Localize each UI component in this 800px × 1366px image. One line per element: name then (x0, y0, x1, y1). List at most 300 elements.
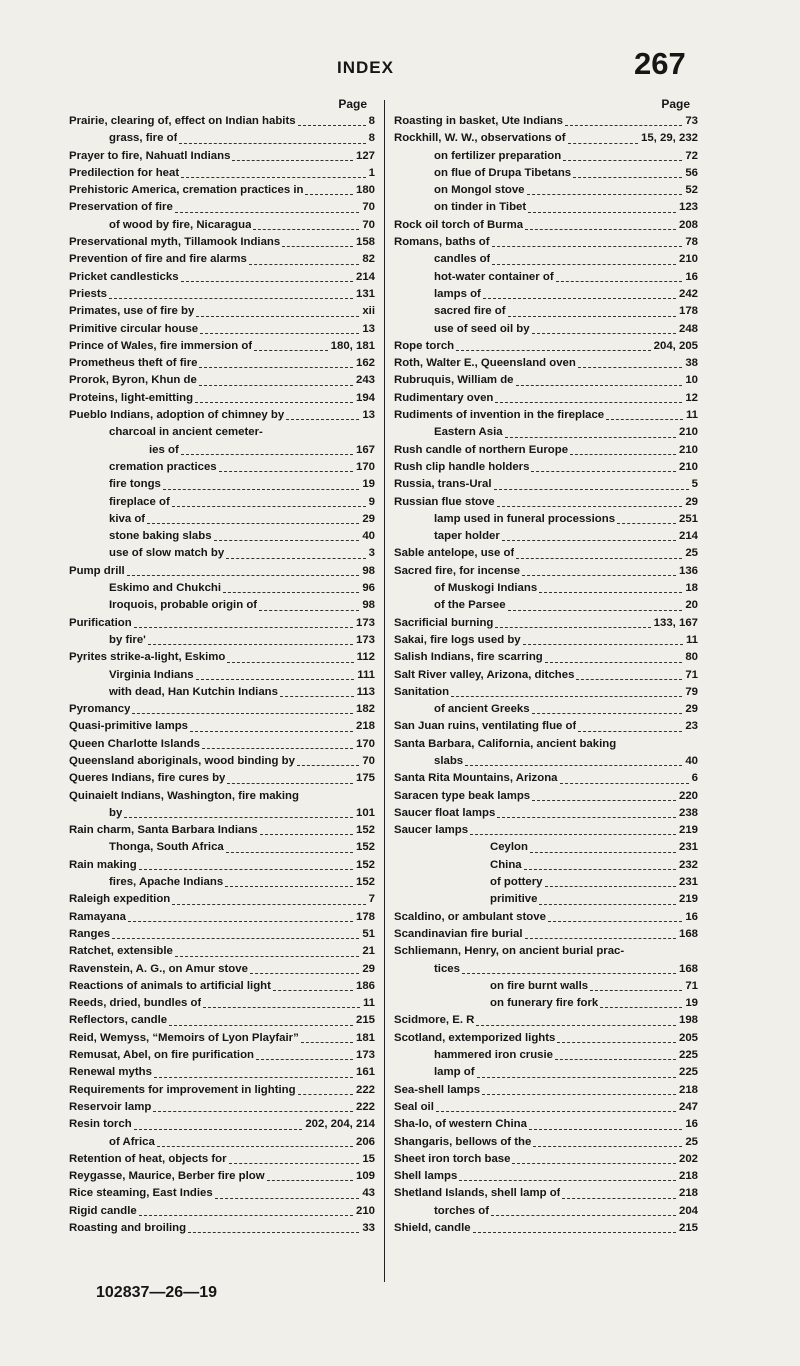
page-reference: 225 (678, 1049, 698, 1062)
index-term: Retention of heat, objects for (69, 1152, 227, 1165)
page-reference: 219 (678, 893, 698, 906)
index-term: on tinder in Tibet (434, 201, 527, 214)
dot-leader (124, 817, 353, 818)
index-entry (394, 303, 698, 320)
index-entry (394, 788, 698, 805)
page-reference: 214 (678, 530, 698, 543)
page-number: 267 (634, 46, 686, 81)
index-entry (394, 649, 698, 666)
page-column-label: Page (661, 97, 690, 111)
index-entry (394, 545, 698, 562)
page-reference: 101 (355, 806, 375, 819)
dot-leader (139, 1215, 353, 1216)
dot-leader (524, 869, 676, 870)
dot-leader (169, 1025, 353, 1026)
page-reference: 205 (678, 1031, 698, 1044)
page-reference: 8 (368, 115, 375, 127)
page-reference: 181 (355, 1031, 375, 1044)
page-reference: 173 (355, 616, 375, 629)
index-entry (394, 269, 698, 286)
index-term: Iroquois, probable origin of (109, 599, 258, 612)
index-term: taper holder (434, 530, 500, 543)
index-term: ies of (149, 443, 179, 456)
dot-leader (195, 402, 353, 403)
index-term: Santa Rita Mountains, Arizona (394, 772, 558, 785)
dot-leader (227, 662, 353, 663)
index-term: Resin torch (69, 1118, 132, 1131)
dot-leader (606, 419, 683, 420)
index-term: Roasting and broiling (69, 1222, 187, 1234)
index-term: Ramayana (69, 910, 126, 923)
index-term: Rigid candle (69, 1204, 137, 1217)
index-term: Santa Barbara, California, ancient baking (394, 737, 617, 750)
index-term: Priests (69, 287, 107, 300)
index-entry (69, 563, 375, 580)
page-reference: 25 (685, 547, 698, 560)
page-reference: 56 (685, 166, 698, 179)
page-reference: 71 (685, 979, 698, 992)
page-reference: 98 (362, 564, 375, 577)
dot-leader (196, 316, 359, 317)
index-term: hammered iron crusie (434, 1049, 554, 1062)
index-term: lamp used in funeral processions (434, 512, 616, 525)
page-reference: 214 (355, 270, 375, 283)
page-reference: 111 (357, 668, 375, 681)
page-reference: 16 (685, 910, 698, 923)
page-reference: 29 (362, 962, 375, 975)
page-reference: 12 (685, 391, 698, 404)
index-term: Preservation of fire (69, 201, 173, 214)
index-entry (394, 1116, 698, 1133)
index-term: Scaldino, or ambulant stove (394, 910, 546, 923)
index-term: Sacrificial burning (394, 616, 494, 629)
page-reference: 152 (355, 858, 375, 871)
index-entry (69, 822, 375, 839)
page-reference: 70 (362, 754, 375, 767)
page-reference: 98 (362, 599, 375, 612)
dot-leader (112, 938, 359, 939)
dot-leader (532, 800, 676, 801)
dot-leader (557, 1042, 676, 1043)
index-entry (394, 805, 698, 822)
dot-leader (273, 990, 353, 991)
index-entry (394, 874, 698, 891)
page-column-label: Page (338, 97, 367, 111)
index-entry (69, 442, 375, 459)
dot-leader (505, 437, 676, 438)
index-entry (69, 961, 375, 978)
index-entry (69, 597, 375, 614)
index-entry (69, 1168, 375, 1185)
dot-leader (175, 212, 360, 213)
index-entry (69, 217, 375, 234)
index-term: Eskimo and Chukchi (109, 582, 222, 595)
index-entry (69, 891, 375, 908)
index-entry (69, 476, 375, 493)
index-term: Shell lamps (394, 1170, 458, 1183)
dot-leader (462, 973, 676, 974)
index-entry (394, 234, 698, 251)
index-term: of the Parsee (434, 599, 506, 612)
index-entry (69, 113, 375, 130)
dot-leader (532, 713, 683, 714)
dot-leader (214, 540, 360, 541)
index-entry (69, 1116, 375, 1133)
page-reference: 208 (678, 218, 698, 231)
dot-leader (223, 592, 359, 593)
page-reference: 80 (685, 651, 698, 664)
page-reference: 202 (678, 1152, 698, 1165)
index-term: use of seed oil by (434, 322, 530, 335)
index-entry (394, 476, 698, 493)
page-reference: 242 (678, 287, 698, 300)
index-term: by (109, 806, 123, 819)
dot-leader (259, 610, 359, 611)
dot-leader (225, 886, 353, 887)
index-entry (394, 182, 698, 199)
index-column-right (394, 96, 698, 1237)
index-entry (69, 718, 375, 735)
index-entry (394, 1168, 698, 1185)
index-term: Rice steaming, East Indies (69, 1187, 213, 1200)
index-entry (69, 165, 375, 182)
dot-leader (436, 1111, 676, 1112)
page-reference: 40 (685, 754, 698, 767)
index-entry (69, 424, 375, 441)
dot-leader (573, 177, 682, 178)
page-reference: 210 (355, 1204, 375, 1217)
dot-leader (153, 1111, 353, 1112)
page-reference: 7 (368, 893, 375, 906)
index-entry (69, 615, 375, 632)
page-reference: 5 (691, 478, 698, 491)
index-term: Prorok, Byron, Khun de (69, 374, 197, 387)
index-term: Rock oil torch of Burma (394, 218, 524, 231)
index-entry (394, 684, 698, 701)
index-term: Reygasse, Maurice, Berber fire plow (69, 1170, 265, 1183)
index-term: of ancient Greeks (434, 703, 530, 716)
index-term: lamp of (434, 1066, 475, 1079)
dot-leader (476, 1025, 676, 1026)
dot-leader (522, 575, 676, 576)
index-term: Preservational myth, Tillamook Indians (69, 236, 281, 249)
dot-leader (532, 333, 676, 334)
dot-leader (494, 489, 689, 490)
dot-leader (617, 523, 676, 524)
index-term: Rush clip handle holders (394, 460, 530, 473)
dot-leader (562, 1198, 676, 1199)
index-term: Reflectors, candle (69, 1014, 168, 1027)
index-term: Rockhill, W. W., observations of (394, 132, 566, 145)
index-term: hot-water container of (434, 270, 554, 283)
page-reference: 1 (368, 166, 375, 179)
dot-leader (560, 783, 689, 784)
index-term: Eastern Asia (434, 426, 503, 439)
index-term: Rudimentary oven (394, 391, 494, 404)
dot-leader (181, 281, 353, 282)
dot-leader (512, 1163, 676, 1164)
index-term: fire tongs (109, 478, 161, 491)
dot-leader (147, 523, 359, 524)
index-entry (394, 736, 698, 753)
dot-leader (548, 921, 682, 922)
index-term: fireplace of (109, 495, 170, 508)
page-reference: 23 (685, 720, 698, 733)
index-term: Salish Indians, fire scarring (394, 651, 543, 664)
dot-leader (298, 1094, 353, 1095)
index-term: Prayer to fire, Nahuatl Indians (69, 149, 231, 162)
page-reference: 13 (362, 409, 375, 422)
page-reference: 6 (691, 772, 698, 785)
index-entry (69, 1185, 375, 1202)
page-reference: 204, 205 (653, 339, 698, 352)
index-entry (69, 494, 375, 511)
index-term: on Mongol stove (434, 184, 525, 197)
index-term: Prevention of fire and fire alarms (69, 253, 247, 266)
index-term: Seal oil (394, 1100, 434, 1113)
index-term: Salt River valley, Arizona, ditches (394, 668, 575, 681)
index-entry (394, 390, 698, 407)
index-entry (69, 857, 375, 874)
index-entry (394, 338, 698, 355)
index-entry (394, 217, 698, 234)
page-reference: 19 (362, 478, 375, 491)
index-term: stone baking slabs (109, 530, 212, 543)
dot-leader (200, 333, 359, 334)
index-entry (69, 736, 375, 753)
index-term: on funerary fire fork (490, 997, 599, 1010)
page-reference: 16 (685, 1118, 698, 1131)
index-entry (394, 995, 698, 1012)
index-term: Rain charm, Santa Barbara Indians (69, 824, 258, 837)
index-term: Shetland Islands, shell lamp of (394, 1187, 561, 1200)
index-term: Reid, Wemyss, “Memoirs of Lyon Playfair” (69, 1031, 299, 1044)
index-term: Proteins, light-emitting (69, 391, 194, 404)
page-reference: 29 (685, 495, 698, 508)
page-reference: 70 (362, 218, 375, 231)
dot-leader (451, 696, 682, 697)
index-entry (69, 753, 375, 770)
dot-leader (600, 1007, 682, 1008)
page-reference: 210 (678, 460, 698, 473)
index-entry (69, 632, 375, 649)
page-reference: 170 (355, 460, 375, 473)
page-reference: 186 (355, 979, 375, 992)
index-entry (69, 321, 375, 338)
dot-leader (249, 264, 359, 265)
index-term: Sable antelope, use of (394, 547, 515, 560)
index-term: Pyromancy (69, 703, 131, 716)
dot-leader (570, 454, 676, 455)
index-entry (394, 372, 698, 389)
index-entry (394, 199, 698, 216)
index-entry (394, 130, 698, 147)
page-reference: xii (362, 305, 375, 318)
page-reference: 194 (355, 391, 375, 404)
index-term: Shield, candle (394, 1222, 471, 1234)
index-entry (394, 1203, 698, 1220)
page-reference: 11 (685, 633, 698, 646)
dot-leader (459, 1180, 676, 1181)
index-term: Scidmore, E. R (394, 1014, 475, 1027)
dot-leader (226, 558, 365, 559)
page-reference: 210 (678, 443, 698, 456)
dot-leader (199, 385, 353, 386)
dot-leader (565, 125, 682, 126)
dot-leader (199, 367, 353, 368)
index-entry (394, 961, 698, 978)
index-term: Renewal myths (69, 1066, 152, 1079)
index-entry (69, 926, 375, 943)
index-entry (69, 1220, 375, 1237)
index-term: use of slow match by (109, 547, 225, 560)
page-reference: 72 (685, 149, 698, 162)
dot-leader (157, 1146, 353, 1147)
dot-leader (109, 298, 353, 299)
index-term: Sacred fire, for incense (394, 564, 520, 577)
index-entry (69, 234, 375, 251)
index-entry (69, 1099, 375, 1116)
index-term: Scandinavian fire burial (394, 927, 523, 940)
index-term: cremation practices (109, 460, 217, 473)
dot-leader (301, 1042, 353, 1043)
dot-leader (492, 264, 676, 265)
page-reference: 218 (678, 1083, 698, 1096)
page-reference: 3 (368, 547, 375, 560)
index-term: fires, Apache Indians (109, 876, 224, 889)
index-term: Sea-shell lamps (394, 1083, 481, 1096)
index-term: torches of (434, 1204, 490, 1217)
dot-leader (267, 1180, 353, 1181)
index-term: Prairie, clearing of, effect on Indian habits (69, 115, 296, 127)
dot-leader (465, 765, 682, 766)
left-entries (69, 113, 375, 1237)
dot-leader (508, 610, 683, 611)
dot-leader (516, 558, 682, 559)
page-reference: 247 (678, 1100, 698, 1113)
page-reference: 152 (355, 841, 375, 854)
index-entry (394, 1064, 698, 1081)
index-term: Rubruquis, William de (394, 374, 514, 387)
index-term: sacred fire of (434, 305, 506, 318)
dot-leader (253, 229, 359, 230)
page-reference: 248 (678, 322, 698, 335)
index-entry (69, 1047, 375, 1064)
index-entry (69, 805, 375, 822)
index-term: of Africa (109, 1135, 155, 1148)
dot-leader (482, 1094, 676, 1095)
dot-leader (477, 1077, 676, 1078)
dot-leader (492, 246, 683, 247)
page-reference: 82 (362, 253, 375, 266)
page-reference: 152 (355, 876, 375, 889)
dot-leader (590, 990, 682, 991)
dot-leader (545, 886, 676, 887)
dot-leader (523, 644, 683, 645)
dot-leader (555, 1059, 676, 1060)
dot-leader (470, 834, 676, 835)
index-entry (394, 718, 698, 735)
page-reference: 161 (355, 1066, 375, 1079)
page-reference: 168 (678, 927, 698, 940)
page-reference: 170 (355, 737, 375, 750)
index-term: Sanitation (394, 685, 450, 698)
index-term: of wood by fire, Nicaragua (109, 218, 252, 231)
index-entry (394, 822, 698, 839)
page-reference: 20 (685, 599, 698, 612)
index-term: China (490, 858, 522, 871)
page-reference: 29 (685, 703, 698, 716)
dot-leader (298, 125, 366, 126)
dot-leader (179, 143, 365, 144)
index-term: Queres Indians, fire cures by (69, 772, 226, 785)
index-term: Saucer lamps (394, 824, 469, 837)
index-term: Virginia Indians (109, 668, 194, 681)
index-entry (69, 338, 375, 355)
index-entry (69, 390, 375, 407)
page-reference: 222 (355, 1083, 375, 1096)
index-entry (69, 1064, 375, 1081)
page-reference: 40 (362, 530, 375, 543)
index-entry (394, 926, 698, 943)
index-term: Romans, baths of (394, 236, 490, 249)
index-entry (69, 251, 375, 268)
index-entry (69, 770, 375, 787)
page-reference: 178 (355, 910, 375, 923)
page-reference: 73 (685, 115, 698, 127)
index-entry (69, 355, 375, 372)
index-entry (69, 148, 375, 165)
page-reference: 15, 29, 232 (640, 132, 698, 145)
dot-leader (219, 471, 353, 472)
dot-leader (188, 1232, 359, 1233)
index-entry (394, 1047, 698, 1064)
page-reference: 113 (356, 685, 375, 698)
index-entry (69, 978, 375, 995)
dot-leader (563, 160, 682, 161)
dot-leader (473, 1232, 676, 1233)
index-entry (394, 1151, 698, 1168)
column-divider (384, 100, 385, 1282)
page-reference: 243 (355, 374, 375, 387)
index-entry (69, 1203, 375, 1220)
dot-leader (181, 454, 353, 455)
index-entry (394, 753, 698, 770)
index-term: Predilection for heat (69, 166, 180, 179)
index-entry (69, 528, 375, 545)
index-term: Ranges (69, 927, 111, 940)
page-reference: 133, 167 (653, 616, 698, 629)
page-reference: 127 (355, 149, 375, 162)
dot-leader (250, 973, 359, 974)
index-entry (69, 839, 375, 856)
page-reference: 182 (355, 703, 375, 716)
dot-leader (297, 765, 359, 766)
page-reference: 136 (678, 564, 698, 577)
index-term: Ratchet, extensible (69, 945, 173, 958)
page-reference: 29 (362, 512, 375, 525)
page-reference: 152 (355, 824, 375, 837)
page-reference: 11 (362, 997, 375, 1010)
page-reference: 238 (678, 806, 698, 819)
index-term: Pueblo Indians, adoption of chimney by (69, 409, 285, 422)
index-entry (394, 839, 698, 856)
index-entry (394, 701, 698, 718)
index-entry (69, 545, 375, 562)
dot-leader (172, 506, 366, 507)
index-entry (69, 269, 375, 286)
page-reference: 198 (678, 1014, 698, 1027)
